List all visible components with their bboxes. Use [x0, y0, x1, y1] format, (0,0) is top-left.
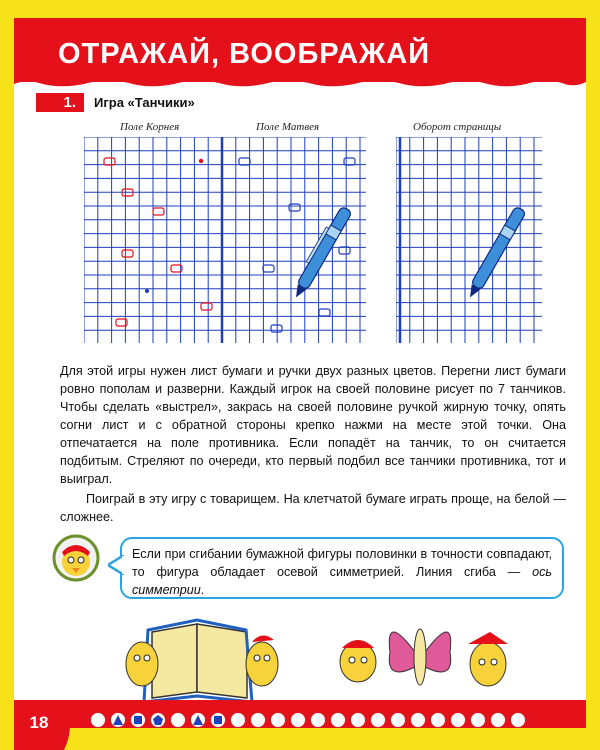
circle-shape-icon — [490, 712, 506, 728]
tanks-matvey — [239, 158, 355, 332]
circle-shape-icon — [470, 712, 486, 728]
tank-icon — [122, 250, 133, 257]
book-characters-illustration — [112, 612, 282, 702]
symmetry-note — [120, 537, 564, 599]
pentagon-shape-icon — [150, 712, 166, 728]
circle-shape-icon — [410, 712, 426, 728]
tank-icon — [263, 265, 274, 272]
circle-shape-icon — [230, 712, 246, 728]
game-grid-double — [84, 137, 366, 343]
circle-shape-icon — [310, 712, 326, 728]
grid-label-reverse: Оборот страницы — [413, 121, 502, 133]
circle-shape-icon — [370, 712, 386, 728]
note-end: . — [200, 583, 205, 597]
tank-icon — [104, 158, 115, 165]
circle-shape-icon — [350, 712, 366, 728]
tank-icon — [339, 247, 350, 254]
triangle-shape-icon — [190, 712, 206, 728]
butterfly-characters-illustration — [330, 612, 540, 702]
note-text: Если при сгибании бумажной фигуры половинки в точности совпадают, то фигура обладает осевой симметрией. Линия сгиба — — [132, 547, 552, 579]
section-title: Игра «Танчики» — [94, 95, 195, 110]
game-grid-reverse — [396, 137, 542, 343]
tank-icon — [239, 158, 250, 165]
instructions-text — [60, 362, 566, 526]
shot-dot — [199, 159, 203, 163]
circle-shape-icon — [170, 712, 186, 728]
circle-shape-icon — [290, 712, 306, 728]
paragraph-play: Поиграй в эту игру с товарищем. На клетчатой бумаге играть проще, на белой — сложнее. — [60, 492, 566, 524]
grid-label-korney: Поле Корнея — [120, 121, 180, 133]
circle-shape-icon — [450, 712, 466, 728]
page-number: 18 — [29, 713, 49, 732]
footer-shapes-row — [90, 712, 526, 728]
tank-icon — [153, 208, 164, 215]
tank-icon — [271, 325, 282, 332]
circle-shape-icon — [330, 712, 346, 728]
page-title: ОТРАЖАЙ, ВООБРАЖАЙ — [58, 38, 431, 70]
circle-shape-icon — [90, 712, 106, 728]
square-shape-icon — [130, 712, 146, 728]
section-number: 1. — [36, 93, 84, 112]
note-term: ось симметрии — [132, 565, 552, 597]
tank-icon — [201, 303, 212, 310]
grid-label-matvey: Поле Матвея — [256, 121, 320, 133]
shot-dot — [145, 289, 149, 293]
circle-shape-icon — [510, 712, 526, 728]
square-shape-icon — [210, 712, 226, 728]
chick-avatar-icon — [50, 532, 102, 584]
banner-wavy-edge — [14, 78, 586, 90]
triangle-shape-icon — [110, 712, 126, 728]
circle-shape-icon — [250, 712, 266, 728]
circle-shape-icon — [430, 712, 446, 728]
tank-icon — [344, 158, 355, 165]
pen-illustration — [288, 205, 352, 301]
speech-pointer — [108, 555, 124, 575]
paragraph-rules: Для этой игры нужен лист бумаги и ручки двух разных цветов. Перегни лист бумаги ровно пополам и разверни. Каждый игрок на своей половине рисует по 7 танчиков. Чтобы сделать «выстрел», закрась на своей половине ручкой жирную точку, опять согни лист и с обратной стороны крепко нажми на месте этой точки. Она отпечатается на поле противника. Если попадёт на танчик, то он считается подбитым. Стреляют по очереди, кто первый подбил все танчики противника, тот и выиграл. — [60, 364, 566, 486]
tanks-korney — [104, 158, 212, 326]
circle-shape-icon — [390, 712, 406, 728]
circle-shape-icon — [270, 712, 286, 728]
tank-icon — [319, 309, 330, 316]
